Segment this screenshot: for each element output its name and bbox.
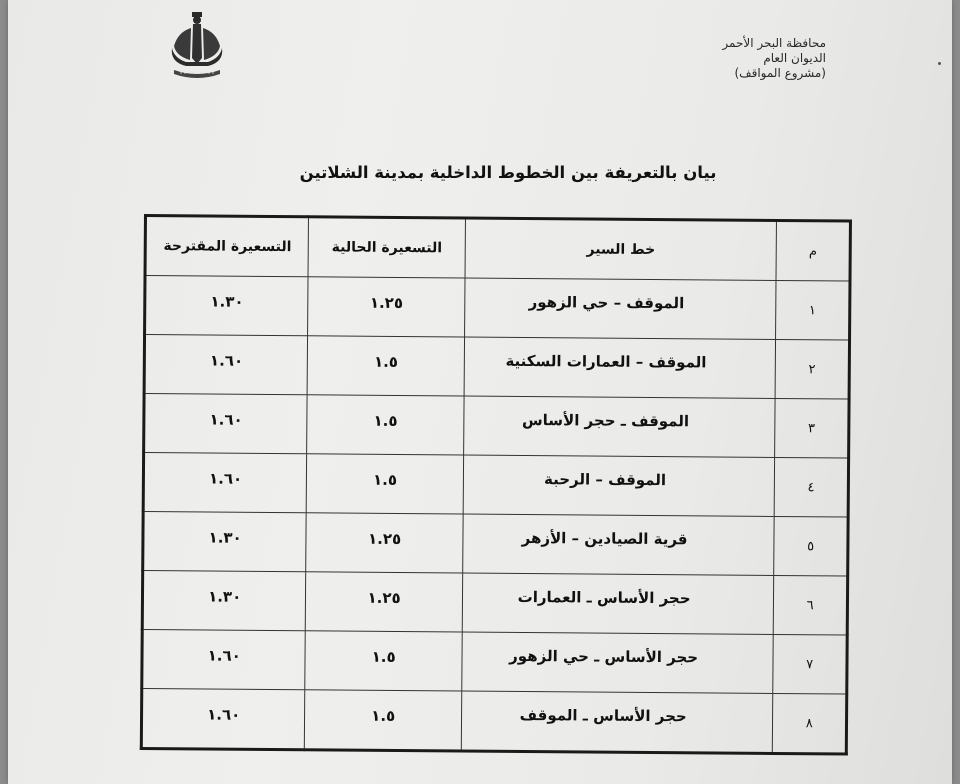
header-block [722, 36, 826, 81]
ink-dot [938, 62, 941, 65]
row-number: ٤ [775, 457, 849, 517]
table-row [142, 571, 847, 636]
current-fare-cell: ١.٢٥ [306, 572, 463, 632]
fare-table-container [140, 214, 852, 756]
proposed-fare-cell: ١.٦٠ [144, 335, 308, 395]
table-row [144, 335, 849, 400]
route-cell: الموقف ـ حجر الأساس [463, 396, 775, 457]
proposed-fare-cell: ١.٦٠ [141, 688, 305, 749]
row-number: ٥ [774, 516, 848, 576]
table-row [141, 688, 846, 754]
document-title: بيان بالتعريفة بين الخطوط الداخلية بمدينة الشلاتين [299, 163, 717, 182]
header-line-office: الديوان العام [763, 51, 826, 65]
column-header-current-fare: التسعيرة الحالية [308, 217, 465, 278]
route-cell: حجر الأساس ـ العمارات [462, 573, 774, 634]
proposed-fare-cell: ١.٣٠ [143, 512, 307, 572]
row-number: ٨ [773, 693, 847, 754]
current-fare-cell: ١.٥ [307, 454, 464, 514]
proposed-fare-cell: ١.٦٠ [144, 394, 308, 454]
row-number: ٧ [773, 634, 847, 694]
row-number: ١ [776, 280, 850, 340]
route-cell: الموقف – الرحبة [463, 455, 775, 516]
current-fare-cell: ١.٥ [307, 395, 464, 455]
proposed-fare-cell: ١.٦٠ [142, 629, 306, 689]
row-number: ٣ [775, 398, 849, 458]
governorate-emblem-icon [164, 6, 230, 82]
current-fare-cell: ١.٢٥ [306, 513, 463, 573]
current-fare-cell: ١.٥ [305, 631, 462, 691]
fare-table [140, 214, 852, 756]
current-fare-cell: ١.٢٥ [308, 277, 465, 337]
route-cell: قرية الصيادين – الأزهر [463, 514, 775, 575]
header-line-project: (مشروع المواقف) [734, 66, 826, 80]
route-cell: الموقف – حي الزهور [464, 278, 776, 339]
route-cell: حجر الأساس ـ حي الزهور [462, 632, 774, 693]
route-cell: الموقف – العمارات السكنية [464, 337, 776, 398]
proposed-fare-cell: ١.٦٠ [143, 453, 307, 513]
current-fare-cell: ١.٥ [305, 690, 462, 751]
row-number: ٢ [775, 339, 849, 399]
table-header-row [145, 216, 850, 282]
header-line-governorate: محافظة البحر الأحمر [722, 36, 826, 50]
table-row [143, 512, 848, 577]
row-number: ٦ [774, 575, 848, 635]
proposed-fare-cell: ١.٣٠ [142, 571, 306, 631]
column-header-route: خط السير [465, 218, 777, 280]
column-header-number: م [776, 220, 850, 281]
table-row [145, 276, 850, 341]
route-cell: حجر الأساس ـ الموقف [461, 691, 773, 753]
table-row [142, 629, 847, 694]
table-row [143, 453, 848, 518]
column-header-proposed-fare: التسعيرة المقترحة [145, 216, 309, 277]
table-row [144, 394, 849, 459]
current-fare-cell: ١.٥ [308, 336, 465, 396]
proposed-fare-cell: ١.٣٠ [145, 276, 309, 336]
